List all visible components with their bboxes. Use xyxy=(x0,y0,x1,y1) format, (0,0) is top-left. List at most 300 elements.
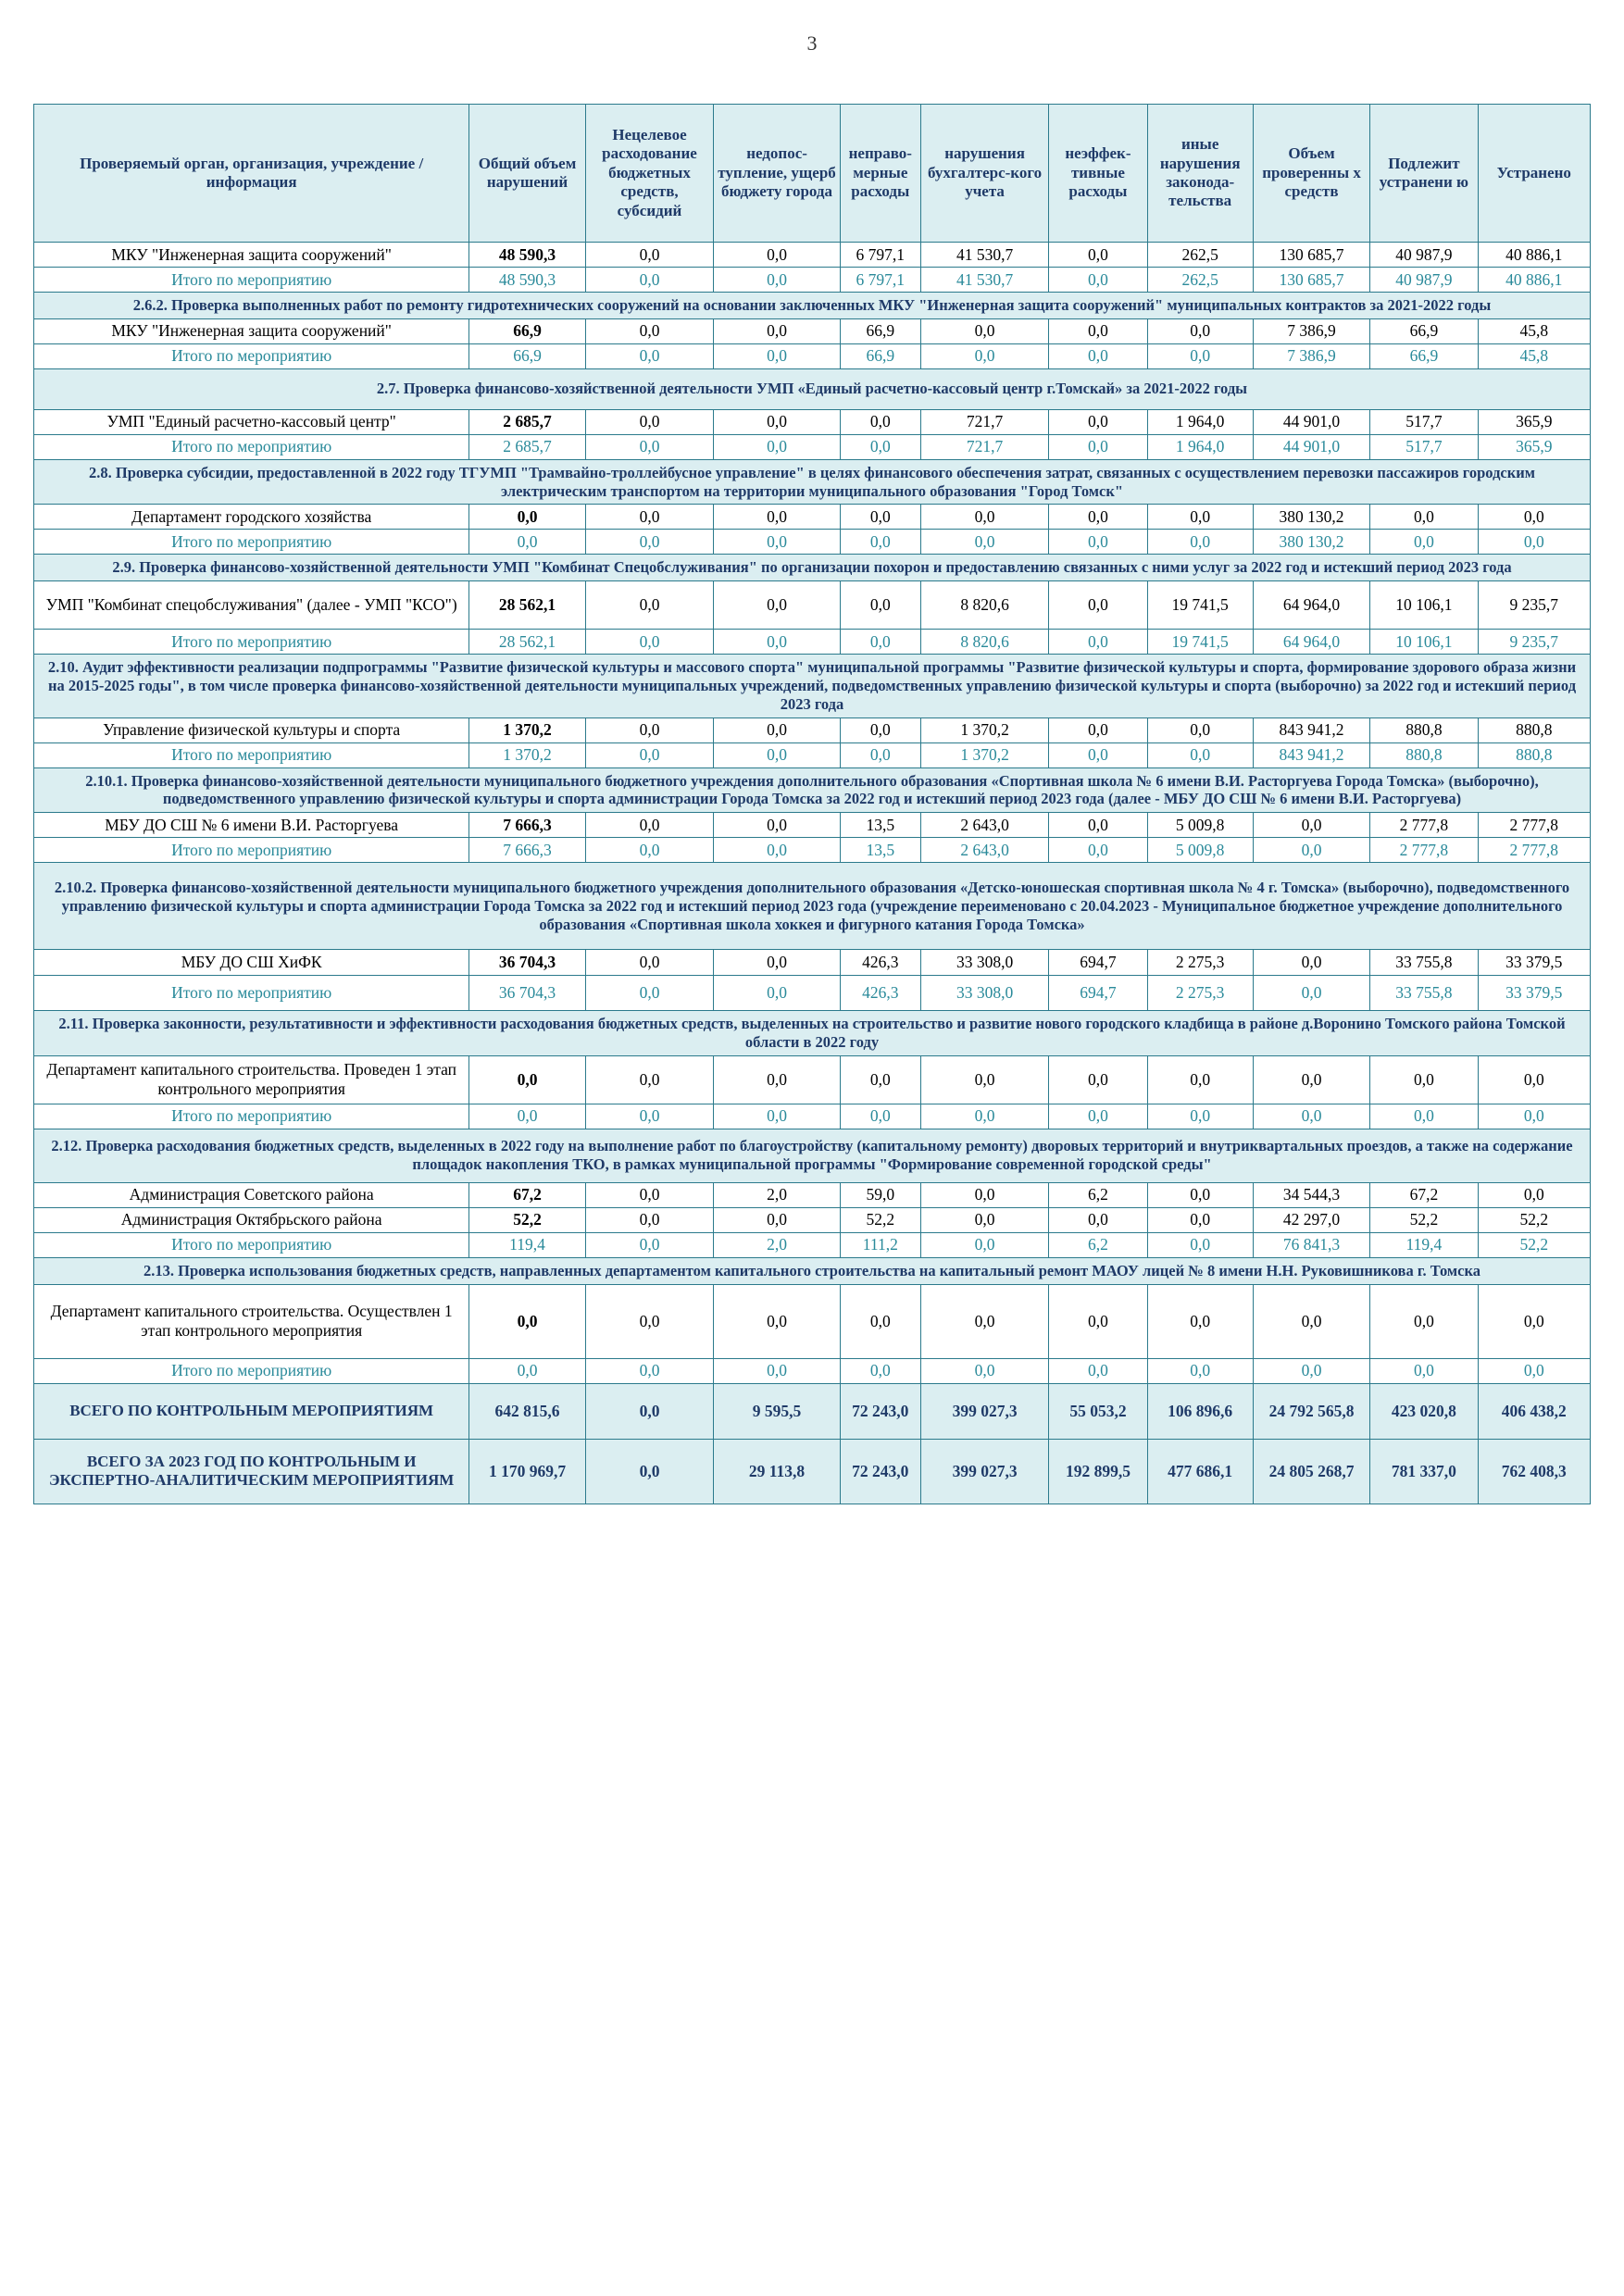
value-cell: 0,0 xyxy=(920,1207,1049,1232)
value-cell: 0,0 xyxy=(1253,838,1369,863)
value-cell: 44 901,0 xyxy=(1253,434,1369,459)
value-cell: 0,0 xyxy=(1147,1232,1253,1257)
value-cell: 0,0 xyxy=(840,409,920,434)
value-cell: 0,0 xyxy=(1370,530,1478,555)
value-cell: 0,0 xyxy=(1147,742,1253,767)
subtotal-row xyxy=(34,434,1591,459)
value-cell: 2 777,8 xyxy=(1370,813,1478,838)
total-violations-cell: 28 562,1 xyxy=(469,581,585,630)
section-header-row xyxy=(34,1257,1591,1284)
value-cell: 0,0 xyxy=(840,530,920,555)
row-label: Итого по мероприятию xyxy=(34,530,469,555)
value-cell: 0,0 xyxy=(585,1232,714,1257)
value-cell: 0,0 xyxy=(920,1182,1049,1207)
table-row xyxy=(34,1055,1591,1104)
value-cell: 42 297,0 xyxy=(1253,1207,1369,1232)
value-cell: 1 370,2 xyxy=(920,718,1049,742)
section-header-row xyxy=(34,655,1591,718)
value-cell: 67,2 xyxy=(1370,1182,1478,1207)
value-cell: 0,0 xyxy=(1147,1358,1253,1383)
row-label: МКУ "Инженерная защита сооружений" xyxy=(34,243,469,268)
row-label: Итого по мероприятию xyxy=(34,1358,469,1383)
value-cell: 0,0 xyxy=(840,1104,920,1129)
value-cell: 0,0 xyxy=(585,343,714,368)
value-cell: 33 755,8 xyxy=(1370,950,1478,976)
value-cell: 781 337,0 xyxy=(1370,1439,1478,1504)
value-cell: 721,7 xyxy=(920,434,1049,459)
value-cell: 0,0 xyxy=(714,718,841,742)
header-ineffective-expenses: неэффек-тивные расходы xyxy=(1049,105,1147,243)
value-cell: 0,0 xyxy=(840,630,920,655)
value-cell: 52,2 xyxy=(1478,1207,1590,1232)
value-cell: 0,0 xyxy=(585,838,714,863)
value-cell: 2 275,3 xyxy=(1147,976,1253,1011)
section-header-row xyxy=(34,368,1591,409)
row-label: Департамент капитального строительства. Осуществлен 1 этап контрольного мероприятия xyxy=(34,1284,469,1358)
value-cell: 1 964,0 xyxy=(1147,434,1253,459)
subtotal-row xyxy=(34,742,1591,767)
value-cell: 0,0 xyxy=(714,813,841,838)
total-violations-cell: 36 704,3 xyxy=(469,950,585,976)
value-cell: 2 777,8 xyxy=(1478,813,1590,838)
value-cell: 843 941,2 xyxy=(1253,742,1369,767)
value-cell: 0,0 xyxy=(1049,813,1147,838)
value-cell: 0,0 xyxy=(1049,505,1147,530)
value-cell: 0,0 xyxy=(585,742,714,767)
value-cell: 399 027,3 xyxy=(920,1439,1049,1504)
value-cell: 0,0 xyxy=(840,581,920,630)
value-cell: 1 964,0 xyxy=(1147,409,1253,434)
row-label: Итого по мероприятию xyxy=(34,343,469,368)
row-label: Итого по мероприятию xyxy=(34,1104,469,1129)
section-header-row xyxy=(34,1011,1591,1056)
value-cell: 0,0 xyxy=(1147,318,1253,343)
value-cell: 192 899,5 xyxy=(1049,1439,1147,1504)
report-body xyxy=(34,243,1591,1504)
value-cell: 365,9 xyxy=(1478,434,1590,459)
value-cell: 0,0 xyxy=(920,1232,1049,1257)
value-cell: 0,0 xyxy=(585,1284,714,1358)
value-cell: 24 805 268,7 xyxy=(1253,1439,1369,1504)
section-title: 2.8. Проверка субсидии, предоставленной в 2022 году ТГУМП "Трамвайно-троллейбусное управление" в целях финансового обеспечения затрат, связанных с осуществлением перевозки пассажиров городским электрическим транспортом на территории муниципального образования "Город Томск" xyxy=(34,459,1591,505)
value-cell: 0,0 xyxy=(1049,838,1147,863)
table-row xyxy=(34,1284,1591,1358)
value-cell: 13,5 xyxy=(840,813,920,838)
value-cell: 517,7 xyxy=(1370,409,1478,434)
section-title: 2.6.2. Проверка выполненных работ по ремонту гидротехнических сооружений на основании заключенных МКУ "Инженерная защита сооружений" муниципальных контрактов за 2021-2022 годы xyxy=(34,293,1591,319)
value-cell: 0,0 xyxy=(585,530,714,555)
row-label: Итого по мероприятию xyxy=(34,742,469,767)
subtotal-row xyxy=(34,976,1591,1011)
value-cell: 0,0 xyxy=(1147,1284,1253,1358)
value-cell: 6,2 xyxy=(1049,1182,1147,1207)
header-eliminated: Устранено xyxy=(1478,105,1590,243)
value-cell: 59,0 xyxy=(840,1182,920,1207)
value-cell: 0,0 xyxy=(1370,1055,1478,1104)
value-cell: 19 741,5 xyxy=(1147,581,1253,630)
value-cell: 426,3 xyxy=(840,976,920,1011)
total-violations-cell: 0,0 xyxy=(469,1358,585,1383)
table-row xyxy=(34,243,1591,268)
value-cell: 0,0 xyxy=(1478,1055,1590,1104)
value-cell: 13,5 xyxy=(840,838,920,863)
value-cell: 380 130,2 xyxy=(1253,505,1369,530)
value-cell: 0,0 xyxy=(585,950,714,976)
value-cell: 262,5 xyxy=(1147,243,1253,268)
subtotal-row xyxy=(34,1358,1591,1383)
value-cell: 29 113,8 xyxy=(714,1439,841,1504)
value-cell: 41 530,7 xyxy=(920,243,1049,268)
value-cell: 426,3 xyxy=(840,950,920,976)
row-label: Администрация Советского района xyxy=(34,1182,469,1207)
total-violations-cell: 0,0 xyxy=(469,1055,585,1104)
table-row xyxy=(34,409,1591,434)
value-cell: 0,0 xyxy=(1049,268,1147,293)
value-cell: 0,0 xyxy=(585,581,714,630)
value-cell: 24 792 565,8 xyxy=(1253,1383,1369,1439)
value-cell: 406 438,2 xyxy=(1478,1383,1590,1439)
value-cell: 40 987,9 xyxy=(1370,268,1478,293)
value-cell: 0,0 xyxy=(714,434,841,459)
value-cell: 45,8 xyxy=(1478,318,1590,343)
table-row xyxy=(34,718,1591,742)
value-cell: 0,0 xyxy=(714,838,841,863)
value-cell: 0,0 xyxy=(840,742,920,767)
value-cell: 66,9 xyxy=(840,343,920,368)
value-cell: 0,0 xyxy=(1147,530,1253,555)
value-cell: 6 797,1 xyxy=(840,268,920,293)
value-cell: 52,2 xyxy=(840,1207,920,1232)
value-cell: 0,0 xyxy=(714,1358,841,1383)
value-cell: 0,0 xyxy=(714,742,841,767)
value-cell: 0,0 xyxy=(585,318,714,343)
value-cell: 7 386,9 xyxy=(1253,343,1369,368)
section-header-row xyxy=(34,863,1591,950)
value-cell: 0,0 xyxy=(585,268,714,293)
value-cell: 0,0 xyxy=(714,343,841,368)
value-cell: 880,8 xyxy=(1478,718,1590,742)
value-cell: 0,0 xyxy=(1478,1182,1590,1207)
row-label: Итого по мероприятию xyxy=(34,630,469,655)
section-title: 2.11. Проверка законности, результативности и эффективности расходования бюджетных средств, выделенных на строительство и развитие нового городского кладбища в районе д.Воронино Томского района Томской области в 2022 году xyxy=(34,1011,1591,1056)
value-cell: 0,0 xyxy=(585,630,714,655)
value-cell: 880,8 xyxy=(1370,742,1478,767)
value-cell: 0,0 xyxy=(920,1104,1049,1129)
total-violations-cell: 66,9 xyxy=(469,343,585,368)
row-label: Департамент городского хозяйства xyxy=(34,505,469,530)
header-accounting-violations: нарушения бухгалтерс-кого учета xyxy=(920,105,1049,243)
value-cell: 0,0 xyxy=(840,505,920,530)
value-cell: 0,0 xyxy=(1478,1104,1590,1129)
value-cell: 45,8 xyxy=(1478,343,1590,368)
value-cell: 0,0 xyxy=(1478,505,1590,530)
section-title: 2.13. Проверка использования бюджетных средств, направленных департаментом капитального строительства на капитальный ремонт МАОУ лицей № 8 имени Н.Н. Руковишникова г. Томска xyxy=(34,1257,1591,1284)
value-cell: 0,0 xyxy=(1147,1104,1253,1129)
value-cell: 0,0 xyxy=(1049,1284,1147,1358)
total-violations-cell: 0,0 xyxy=(469,505,585,530)
value-cell: 33 755,8 xyxy=(1370,976,1478,1011)
header-organization: Проверяемый орган, организация, учреждение /информация xyxy=(34,105,469,243)
value-cell: 762 408,3 xyxy=(1478,1439,1590,1504)
row-label: Итого по мероприятию xyxy=(34,976,469,1011)
value-cell: 130 685,7 xyxy=(1253,268,1369,293)
value-cell: 66,9 xyxy=(1370,318,1478,343)
total-violations-cell: 0,0 xyxy=(469,1104,585,1129)
value-cell: 0,0 xyxy=(920,318,1049,343)
value-cell: 0,0 xyxy=(714,950,841,976)
value-cell: 0,0 xyxy=(585,1055,714,1104)
value-cell: 0,0 xyxy=(585,409,714,434)
header-other-violations: иные нарушения законода-тельства xyxy=(1147,105,1253,243)
value-cell: 55 053,2 xyxy=(1049,1383,1147,1439)
row-label: Управление физической культуры и спорта xyxy=(34,718,469,742)
section-header-row xyxy=(34,1129,1591,1182)
value-cell: 0,0 xyxy=(585,1439,714,1504)
value-cell: 0,0 xyxy=(1049,1055,1147,1104)
value-cell: 694,7 xyxy=(1049,950,1147,976)
header-total-violations: Общий объем нарушений xyxy=(469,105,585,243)
total-violations-cell: 67,2 xyxy=(469,1182,585,1207)
page-number: 3 xyxy=(806,31,818,55)
value-cell: 19 741,5 xyxy=(1147,630,1253,655)
value-cell: 0,0 xyxy=(1049,343,1147,368)
value-cell: 0,0 xyxy=(1049,530,1147,555)
table-row xyxy=(34,1182,1591,1207)
section-header-row xyxy=(34,555,1591,581)
section-title: 2.10.1. Проверка финансово-хозяйственной деятельности муниципального бюджетного учреждения дополнительного образования «Спортивная школа № 6 имени В.И. Расторгуева Города Томска» (выборочно), подведомственного управлению физической культуры и спорта администрации Города Томска за 2022 год и истекший период 2023 года (далее - МБУ ДО СШ № 6 имени В.И. Расторгуева) xyxy=(34,767,1591,813)
header-illegal-expenses: неправо-мерные расходы xyxy=(840,105,920,243)
value-cell: 0,0 xyxy=(920,343,1049,368)
value-cell: 0,0 xyxy=(585,1104,714,1129)
value-cell: 0,0 xyxy=(1049,1207,1147,1232)
subtotal-row xyxy=(34,1104,1591,1129)
value-cell: 64 964,0 xyxy=(1253,581,1369,630)
value-cell: 0,0 xyxy=(585,1207,714,1232)
value-cell: 0,0 xyxy=(1147,1055,1253,1104)
value-cell: 34 544,3 xyxy=(1253,1182,1369,1207)
row-label: Итого по мероприятию xyxy=(34,268,469,293)
value-cell: 262,5 xyxy=(1147,268,1253,293)
value-cell: 0,0 xyxy=(1049,409,1147,434)
value-cell: 0,0 xyxy=(1253,976,1369,1011)
row-label: Итого по мероприятию xyxy=(34,838,469,863)
row-label: МБУ ДО СШ ХиФК xyxy=(34,950,469,976)
value-cell: 0,0 xyxy=(585,1383,714,1439)
value-cell: 0,0 xyxy=(714,1284,841,1358)
value-cell: 6 797,1 xyxy=(840,243,920,268)
value-cell: 0,0 xyxy=(840,1284,920,1358)
row-label: ВСЕГО ПО КОНТРОЛЬНЫМ МЕРОПРИЯТИЯМ xyxy=(34,1383,469,1439)
value-cell: 365,9 xyxy=(1478,409,1590,434)
subtotal-row xyxy=(34,343,1591,368)
value-cell: 72 243,0 xyxy=(840,1439,920,1504)
value-cell: 111,2 xyxy=(840,1232,920,1257)
section-title: 2.12. Проверка расходования бюджетных средств, выделенных в 2022 году на выполнение работ по благоустройству (капитальному ремонту) дворовых территорий и внутриквартальных проездов, а также на содержание площадок накопления ТКО, в рамках муниципальной программы "Формирование современной городской среды" xyxy=(34,1129,1591,1182)
header-to-be-eliminated: Подлежит устранени ю xyxy=(1370,105,1478,243)
header-audited-funds: Объем проверенны х средств xyxy=(1253,105,1369,243)
value-cell: 0,0 xyxy=(714,409,841,434)
subtotal-row xyxy=(34,1232,1591,1257)
value-cell: 2,0 xyxy=(714,1182,841,1207)
row-label: ВСЕГО ЗА 2023 ГОД ПО КОНТРОЛЬНЫМ И ЭКСПЕРТНО-АНАЛИТИЧЕСКИМ МЕРОПРИЯТИЯМ xyxy=(34,1439,469,1504)
total-violations-cell: 36 704,3 xyxy=(469,976,585,1011)
table-row xyxy=(34,950,1591,976)
table-row xyxy=(34,505,1591,530)
value-cell: 477 686,1 xyxy=(1147,1439,1253,1504)
grand-total-row xyxy=(34,1383,1591,1439)
value-cell: 0,0 xyxy=(1370,505,1478,530)
header-row xyxy=(34,105,1591,243)
value-cell: 40 886,1 xyxy=(1478,243,1590,268)
total-violations-cell: 48 590,3 xyxy=(469,243,585,268)
value-cell: 880,8 xyxy=(1370,718,1478,742)
value-cell: 0,0 xyxy=(920,1055,1049,1104)
value-cell: 2,0 xyxy=(714,1232,841,1257)
value-cell: 66,9 xyxy=(840,318,920,343)
table-row xyxy=(34,318,1591,343)
value-cell: 0,0 xyxy=(714,318,841,343)
value-cell: 0,0 xyxy=(1147,718,1253,742)
value-cell: 0,0 xyxy=(714,505,841,530)
total-violations-cell: 7 666,3 xyxy=(469,838,585,863)
value-cell: 0,0 xyxy=(1253,1358,1369,1383)
row-label: УМП "Комбинат спецобслуживания" (далее - УМП "КСО") xyxy=(34,581,469,630)
value-cell: 52,2 xyxy=(1370,1207,1478,1232)
value-cell: 0,0 xyxy=(714,1207,841,1232)
value-cell: 40 987,9 xyxy=(1370,243,1478,268)
value-cell: 33 379,5 xyxy=(1478,950,1590,976)
value-cell: 399 027,3 xyxy=(920,1383,1049,1439)
value-cell: 33 308,0 xyxy=(920,950,1049,976)
value-cell: 0,0 xyxy=(1370,1104,1478,1129)
section-title: 2.10. Аудит эффективности реализации подпрограммы "Развитие физической культуры и массового спорта" муниципальной программы "Развитие физической культуры и спорта, формирование здорового образа жизни на 2015-2025 годы", в том числе проверка финансово-хозяйственной деятельности муниципальных учреждений, подведомственных управлению физической культуры и спорта (выборочно) за 2022 год и истекший период 2023 года xyxy=(34,655,1591,718)
value-cell: 119,4 xyxy=(1370,1232,1478,1257)
row-label: МКУ "Инженерная защита сооружений" xyxy=(34,318,469,343)
value-cell: 33 379,5 xyxy=(1478,976,1590,1011)
value-cell: 5 009,8 xyxy=(1147,813,1253,838)
value-cell: 0,0 xyxy=(1049,630,1147,655)
value-cell: 0,0 xyxy=(1253,1284,1369,1358)
value-cell: 0,0 xyxy=(714,581,841,630)
value-cell: 0,0 xyxy=(585,813,714,838)
section-title: 2.10.2. Проверка финансово-хозяйственной деятельности муниципального бюджетного учреждения дополнительного образования «Детско-юношеская спортивная школа № 4 г. Томска» (выборочно), подведомственного управлению физической культуры и спорта администрации Города Томска за 2022 год и истекший период 2023 года (учреждение переименовано с 20.04.2023 - Муниципальное бюджетное учреждение дополнительного образования «Спортивная школа хоккея и фигурного катания Города Томска» xyxy=(34,863,1591,950)
total-violations-cell: 2 685,7 xyxy=(469,409,585,434)
row-label: МБУ ДО СШ № 6 имени В.И. Расторгуева xyxy=(34,813,469,838)
value-cell: 76 841,3 xyxy=(1253,1232,1369,1257)
value-cell: 40 886,1 xyxy=(1478,268,1590,293)
value-cell: 0,0 xyxy=(585,718,714,742)
value-cell: 0,0 xyxy=(920,1358,1049,1383)
value-cell: 0,0 xyxy=(1478,530,1590,555)
total-violations-cell: 0,0 xyxy=(469,1284,585,1358)
value-cell: 0,0 xyxy=(1049,434,1147,459)
value-cell: 10 106,1 xyxy=(1370,581,1478,630)
value-cell: 72 243,0 xyxy=(840,1383,920,1439)
value-cell: 0,0 xyxy=(1147,1207,1253,1232)
value-cell: 0,0 xyxy=(1253,813,1369,838)
total-violations-cell: 642 815,6 xyxy=(469,1383,585,1439)
value-cell: 0,0 xyxy=(1370,1284,1478,1358)
row-label: Итого по мероприятию xyxy=(34,1232,469,1257)
total-violations-cell: 1 370,2 xyxy=(469,742,585,767)
value-cell: 0,0 xyxy=(1253,1104,1369,1129)
value-cell: 0,0 xyxy=(585,1182,714,1207)
value-cell: 0,0 xyxy=(1049,581,1147,630)
value-cell: 0,0 xyxy=(714,1104,841,1129)
value-cell: 0,0 xyxy=(1370,1358,1478,1383)
value-cell: 0,0 xyxy=(714,243,841,268)
row-label: УМП "Единый расчетно-кассовый центр" xyxy=(34,409,469,434)
value-cell: 0,0 xyxy=(1478,1358,1590,1383)
value-cell: 694,7 xyxy=(1049,976,1147,1011)
value-cell: 8 820,6 xyxy=(920,630,1049,655)
table-row xyxy=(34,581,1591,630)
value-cell: 0,0 xyxy=(1478,1284,1590,1358)
total-violations-cell: 48 590,3 xyxy=(469,268,585,293)
value-cell: 9 235,7 xyxy=(1478,630,1590,655)
value-cell: 9 595,5 xyxy=(714,1383,841,1439)
value-cell: 0,0 xyxy=(714,268,841,293)
value-cell: 0,0 xyxy=(585,243,714,268)
value-cell: 0,0 xyxy=(585,976,714,1011)
value-cell: 0,0 xyxy=(1253,1055,1369,1104)
value-cell: 0,0 xyxy=(585,1358,714,1383)
subtotal-row xyxy=(34,838,1591,863)
row-label: Администрация Октябрьского района xyxy=(34,1207,469,1232)
value-cell: 106 896,6 xyxy=(1147,1383,1253,1439)
value-cell: 66,9 xyxy=(1370,343,1478,368)
value-cell: 10 106,1 xyxy=(1370,630,1478,655)
value-cell: 0,0 xyxy=(920,1284,1049,1358)
table-row xyxy=(34,1207,1591,1232)
value-cell: 0,0 xyxy=(585,434,714,459)
value-cell: 0,0 xyxy=(714,1055,841,1104)
value-cell: 2 777,8 xyxy=(1478,838,1590,863)
value-cell: 0,0 xyxy=(840,1358,920,1383)
value-cell: 2 643,0 xyxy=(920,813,1049,838)
value-cell: 0,0 xyxy=(1049,742,1147,767)
value-cell: 0,0 xyxy=(1049,1104,1147,1129)
subtotal-row xyxy=(34,268,1591,293)
total-violations-cell: 1 170 969,7 xyxy=(469,1439,585,1504)
value-cell: 0,0 xyxy=(920,505,1049,530)
row-label: Итого по мероприятию xyxy=(34,434,469,459)
section-title: 2.7. Проверка финансово-хозяйственной деятельности УМП «Единый расчетно-кассовый центр г.Томскай» за 2021-2022 годы xyxy=(34,368,1591,409)
subtotal-row xyxy=(34,630,1591,655)
value-cell: 6,2 xyxy=(1049,1232,1147,1257)
value-cell: 0,0 xyxy=(1147,343,1253,368)
section-header-row xyxy=(34,459,1591,505)
value-cell: 1 370,2 xyxy=(920,742,1049,767)
table-row xyxy=(34,813,1591,838)
row-label: Департамент капитального строительства. Проведен 1 этап контрольного мероприятия xyxy=(34,1055,469,1104)
value-cell: 0,0 xyxy=(1049,243,1147,268)
value-cell: 880,8 xyxy=(1478,742,1590,767)
value-cell: 2 643,0 xyxy=(920,838,1049,863)
value-cell: 0,0 xyxy=(585,505,714,530)
value-cell: 0,0 xyxy=(840,1055,920,1104)
value-cell: 0,0 xyxy=(714,630,841,655)
value-cell: 0,0 xyxy=(714,530,841,555)
value-cell: 423 020,8 xyxy=(1370,1383,1478,1439)
value-cell: 64 964,0 xyxy=(1253,630,1369,655)
total-violations-cell: 7 666,3 xyxy=(469,813,585,838)
value-cell: 41 530,7 xyxy=(920,268,1049,293)
section-header-row xyxy=(34,767,1591,813)
value-cell: 0,0 xyxy=(1147,505,1253,530)
total-violations-cell: 52,2 xyxy=(469,1207,585,1232)
value-cell: 2 777,8 xyxy=(1370,838,1478,863)
